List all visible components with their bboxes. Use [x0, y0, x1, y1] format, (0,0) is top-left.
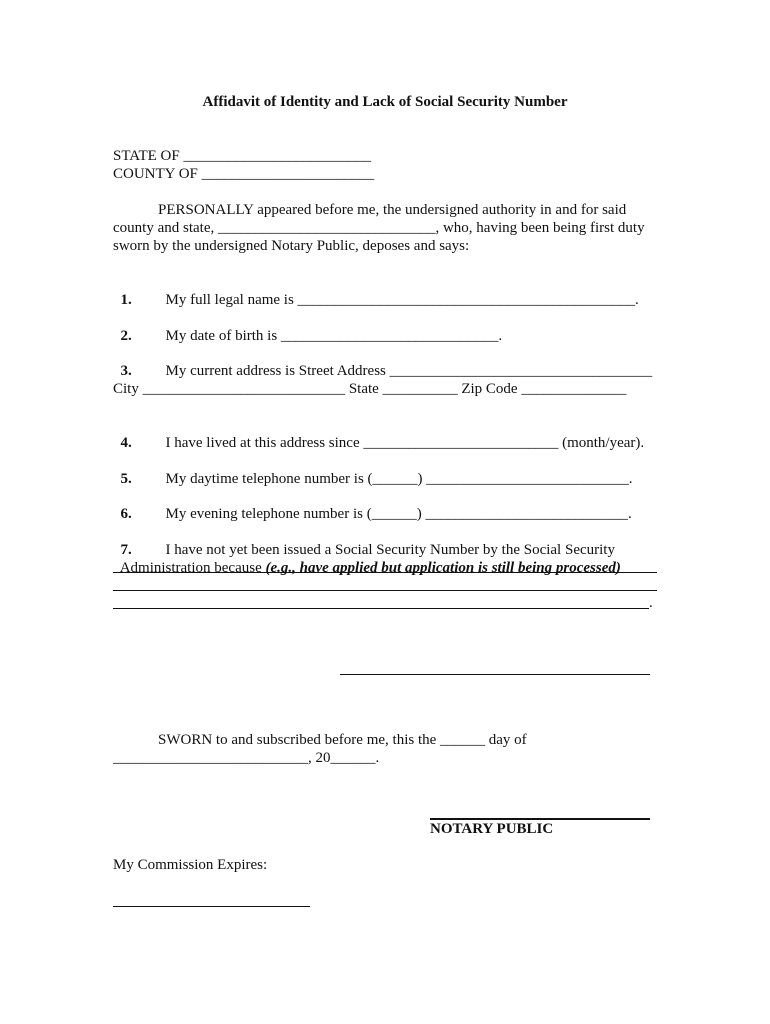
item-text: I have lived at this address since __________________________ (month/year).: [165, 435, 645, 451]
item-3: [113, 344, 652, 380]
county-line: COUNTY OF _______________________: [113, 166, 375, 182]
commission-date-line: [113, 906, 310, 907]
item-text: My full legal name is _____________________________________________.: [165, 292, 639, 308]
item-text: My date of birth is _____________________________.: [165, 328, 503, 344]
reason-period: .: [649, 595, 653, 611]
item-text: My daytime telephone number is (______) ___________________________.: [165, 471, 633, 487]
reason-blank-line-2: [113, 590, 657, 591]
city-state-zip-line: City ___________________________ State __________ Zip Code ______________: [113, 381, 627, 397]
item-text: My evening telephone number is (______) ___________________________.: [165, 506, 632, 522]
intro-line-3: sworn by the undersigned Notary Public, deposes and says:: [113, 238, 470, 254]
item-text: I have not yet been issued a Social Security Number by the Social Security: [165, 542, 615, 558]
intro-line-2: county and state, _____________________________, who, having been being first duty: [113, 220, 645, 236]
item-number: 1.: [120, 292, 132, 308]
item-2: [113, 309, 502, 345]
state-line: STATE OF _________________________: [113, 148, 371, 164]
sworn-line-1: SWORN to and subscribed before me, this the ______ day of: [158, 732, 527, 748]
sworn-line-2: __________________________, 20______.: [113, 750, 380, 766]
item-number: 6.: [120, 506, 132, 522]
document-title: Affidavit of Identity and Lack of Social Security Number: [202, 94, 568, 110]
item-number: 2.: [120, 328, 132, 344]
item-5: [113, 452, 633, 488]
item-number: 7.: [120, 542, 132, 558]
item-1: [113, 273, 639, 309]
item-text: Administration because: [119, 560, 266, 576]
item-number: 5.: [120, 471, 132, 487]
commission-expires-label: My Commission Expires:: [113, 857, 268, 873]
item-6: [113, 487, 632, 523]
example-emphasis: (e.g., have applied but application is still being processed): [265, 560, 621, 576]
intro-line-1: PERSONALLY appeared before me, the undersigned authority in and for said: [158, 202, 627, 218]
item-number: 3.: [120, 363, 132, 379]
item-text: My current address is Street Address ___________________________________: [165, 363, 653, 379]
item-number: 4.: [120, 435, 132, 451]
affiant-signature-line: [340, 674, 650, 675]
notary-public-label: NOTARY PUBLIC: [430, 821, 554, 837]
item-4: [113, 416, 644, 452]
reason-blank-line-3: [113, 608, 649, 609]
reason-blank-line-1: [113, 572, 657, 573]
